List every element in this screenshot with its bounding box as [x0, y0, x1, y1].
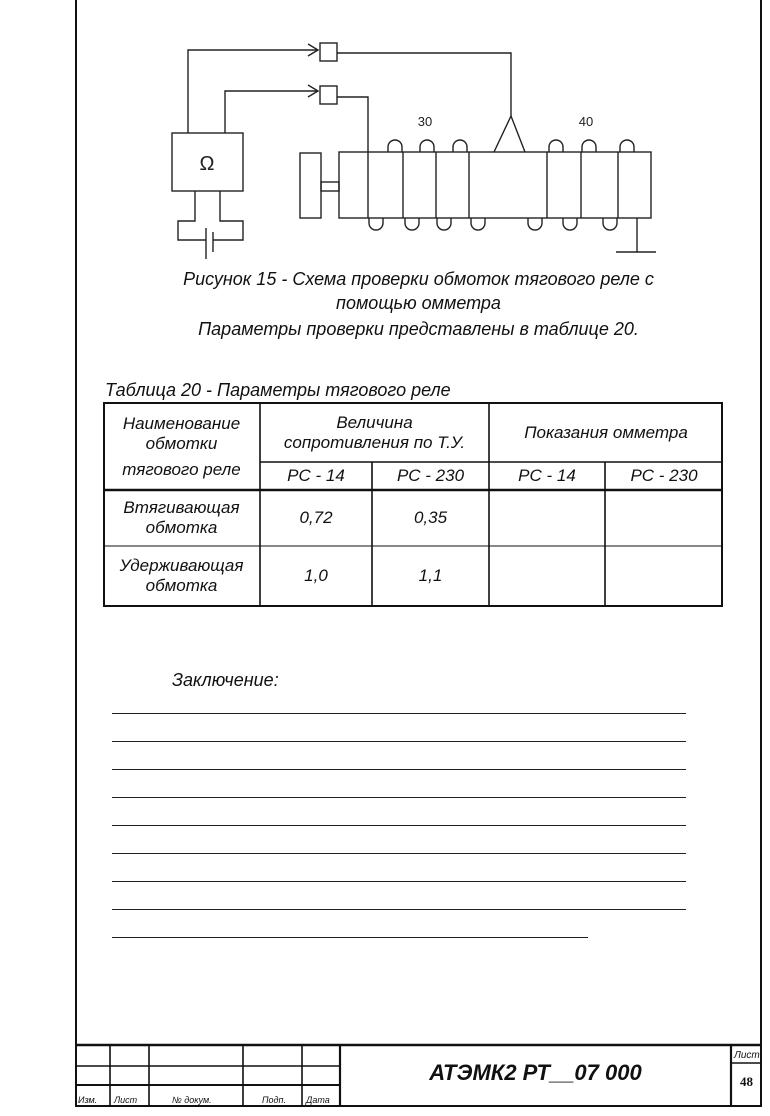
row-1-rc14: 0,72	[299, 508, 333, 527]
figure-caption-line2: помощью омметра	[336, 293, 501, 313]
header-name-line1: Наименование	[122, 414, 241, 433]
row-2-rc14: 1,0	[304, 566, 328, 585]
header-ohmmeter: Показания омметра	[524, 423, 688, 442]
row-2-name-line2: обмотка	[145, 576, 218, 595]
header-name-line2: обмотки	[145, 434, 218, 453]
figure-caption-line1: Рисунок 15 - Схема проверки обмоток тягового реле с	[183, 269, 654, 289]
subheader-ohm-rc230: РС - 230	[630, 466, 698, 485]
tb-izm: Изм.	[78, 1095, 98, 1105]
subheader-tu-rc230: РС - 230	[396, 466, 465, 485]
header-resistance-line2: сопротивления по Т.У.	[283, 433, 466, 452]
subheader-tu-rc14: РС - 14	[287, 466, 345, 485]
tb-doc: № докум.	[172, 1095, 212, 1105]
tb-sign: Подп.	[262, 1095, 286, 1105]
row-2-rc230: 1,1	[418, 566, 443, 585]
row-1-name-line1: Втягивающая	[123, 498, 240, 517]
header-resistance-line1: Величина	[336, 413, 413, 432]
winding-label-40: 40	[578, 114, 594, 129]
table-title: Таблица 20 - Параметры тягового реле	[105, 380, 451, 400]
header-name-line3: тягового реле	[122, 460, 241, 479]
ohm-symbol: Ω	[199, 153, 215, 175]
sheet-label: Лист	[734, 1050, 760, 1061]
conclusion-label: Заключение:	[172, 670, 279, 690]
tb-list: Лист	[114, 1095, 138, 1105]
row-1-name-line2: обмотка	[145, 518, 218, 537]
tb-date: Дата	[306, 1095, 330, 1105]
winding-label-30: 30	[417, 114, 433, 129]
row-1-rc230: 0,35	[413, 508, 448, 527]
figure-caption-line3: Параметры проверки представлены в таблице 20.	[198, 319, 639, 339]
subheader-ohm-rc14: РС - 14	[518, 466, 576, 485]
sheet-number: 48	[740, 1074, 753, 1089]
row-2-name-line1: Удерживающая	[119, 556, 244, 575]
document-code: АТЭМК2 РТ__07 000	[429, 1060, 642, 1085]
